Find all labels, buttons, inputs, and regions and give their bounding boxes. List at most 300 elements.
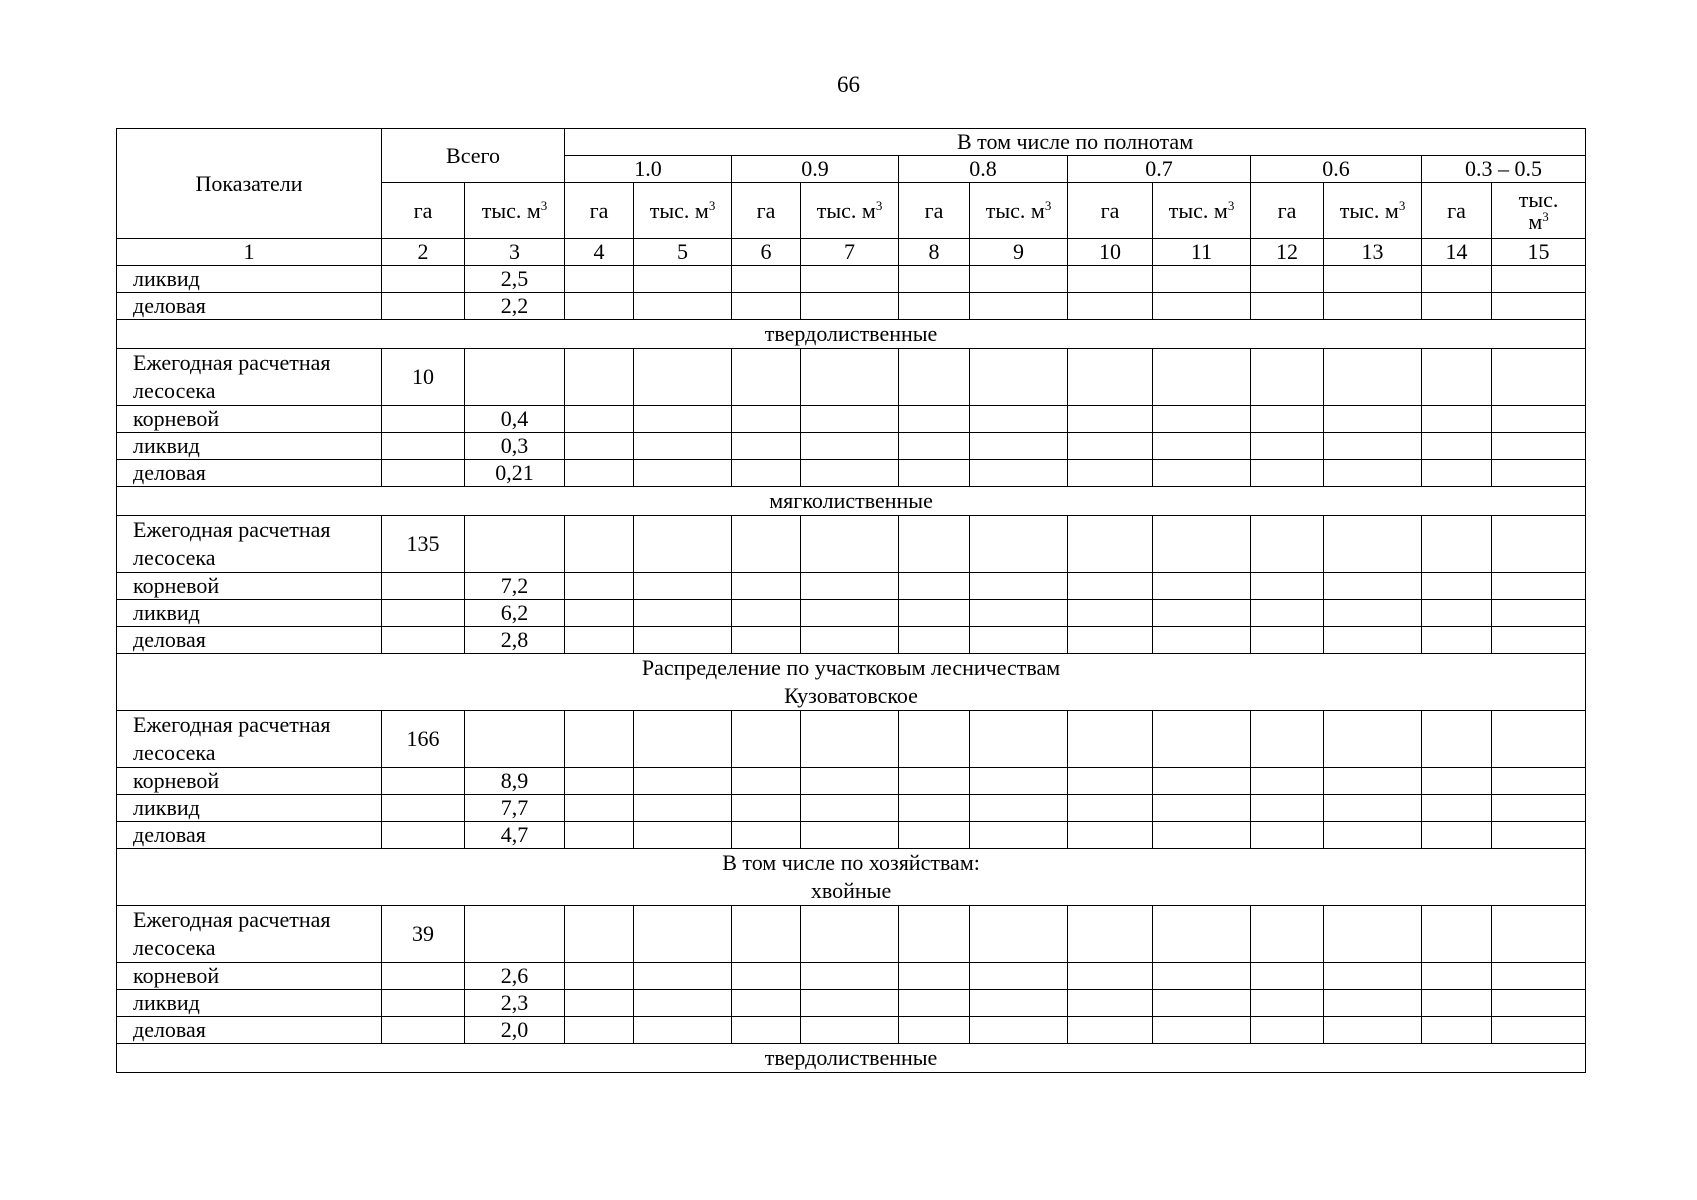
density-cell [970,573,1068,600]
total-ha [382,293,465,320]
total-ha [382,963,465,990]
density-cell [1422,795,1492,822]
density-cell [732,600,801,627]
density-cell [1422,990,1492,1017]
total-ha [382,266,465,293]
density-cell [801,990,899,1017]
density-cell [634,349,732,406]
density-cell [1492,711,1586,768]
density-cell [970,711,1068,768]
density-cell [1251,600,1324,627]
total-ha [382,460,465,487]
header-density: 0.3 – 0.5 [1422,156,1586,183]
density-cell [565,906,634,963]
density-cell [1492,906,1586,963]
density-cell [732,460,801,487]
unit-thousand-label: тыс. [1518,186,1559,212]
header-density: 0.8 [899,156,1068,183]
header-row-1 [117,129,1586,156]
density-cell [732,516,801,573]
density-cell [970,627,1068,654]
density-cell [1068,990,1153,1017]
density-cell [1492,433,1586,460]
density-cell [1153,795,1251,822]
density-cell [1324,822,1422,849]
unit-thousand-cubic-meter-label: тыс. м [1339,197,1399,223]
density-cell [899,516,970,573]
density-cell [801,795,899,822]
density-cell [970,266,1068,293]
density-cell [1251,1017,1324,1044]
header-unit-ha: га [1422,183,1492,239]
density-cell [1422,768,1492,795]
section-row [117,849,1586,906]
density-cell [1153,906,1251,963]
total-ha: 10 [382,349,465,406]
density-cell [1422,906,1492,963]
density-cell [1153,822,1251,849]
table-row [117,573,1586,600]
superscript-3: 3 [1044,197,1052,213]
density-cell [732,822,801,849]
density-cell [1251,711,1324,768]
header-unit-volume [1153,183,1251,239]
section-header-line: Кузоватовское [784,683,918,708]
density-cell [899,573,970,600]
table-row [117,349,1586,406]
total-ha [382,600,465,627]
density-cell [565,711,634,768]
density-cell [1068,795,1153,822]
section-header [117,654,1586,711]
density-cell [1251,906,1324,963]
density-cell [1324,293,1422,320]
total-ha [382,795,465,822]
density-cell [1492,822,1586,849]
header-unit-ha: га [565,183,634,239]
density-cell [1324,627,1422,654]
density-cell [801,711,899,768]
density-cell [732,768,801,795]
row-label: деловая [117,822,382,849]
header-unit-volume [1492,183,1586,239]
total-volume [465,516,565,573]
section-header: твердолиственные [117,320,1586,349]
density-cell [1251,406,1324,433]
density-cell [565,266,634,293]
section-header: твердолиственные [117,1044,1586,1073]
density-cell [1251,266,1324,293]
unit-thousand-cubic-meter-label: тыс. м [985,197,1045,223]
density-cell [732,1017,801,1044]
table-row [117,822,1586,849]
density-cell [899,433,970,460]
density-cell [899,990,970,1017]
density-cell [970,349,1068,406]
row-label: Ежегодная расчетная лесосека [117,349,382,406]
density-cell [1492,990,1586,1017]
table-row [117,768,1586,795]
density-cell [801,573,899,600]
header-unit-volume [634,183,732,239]
header-density: 1.0 [565,156,732,183]
density-cell [1251,627,1324,654]
unit-thousand-cubic-meter-label: тыс. м [816,197,876,223]
density-cell [565,516,634,573]
density-cell [1153,1017,1251,1044]
density-cell [1068,573,1153,600]
density-cell [801,627,899,654]
column-number: 10 [1068,239,1153,266]
density-cell [1068,822,1153,849]
density-cell [565,433,634,460]
density-cell [970,822,1068,849]
density-cell [565,573,634,600]
density-cell [1324,600,1422,627]
total-volume: 2,3 [465,990,565,1017]
density-cell [801,460,899,487]
density-cell [732,627,801,654]
density-cell [899,1017,970,1044]
total-ha [382,990,465,1017]
density-cell [1422,963,1492,990]
density-cell [801,600,899,627]
section-header [117,849,1586,906]
column-number: 7 [801,239,899,266]
density-cell [732,795,801,822]
density-cell [1492,600,1586,627]
table-row [117,795,1586,822]
density-cell [801,266,899,293]
density-cell [899,711,970,768]
superscript-3: 3 [540,197,548,213]
total-volume: 7,7 [465,795,565,822]
density-cell [1324,573,1422,600]
density-cell [1068,433,1153,460]
density-cell [1492,963,1586,990]
table-row [117,963,1586,990]
header-row-column-numbers [117,239,1586,266]
density-cell [565,293,634,320]
density-cell [565,1017,634,1044]
density-cell [1153,516,1251,573]
column-number: 2 [382,239,465,266]
total-volume [465,906,565,963]
density-cell [1251,990,1324,1017]
header-indicators: Показатели [117,129,382,239]
density-cell [634,573,732,600]
superscript-3: 3 [708,197,716,213]
column-number: 5 [634,239,732,266]
total-volume [465,711,565,768]
density-cell [801,822,899,849]
total-volume [465,349,565,406]
density-cell [1068,963,1153,990]
density-cell [1492,768,1586,795]
allowable-cut-table [116,128,1586,1073]
density-cell [1422,516,1492,573]
column-number: 13 [1324,239,1422,266]
table-row [117,990,1586,1017]
total-ha: 135 [382,516,465,573]
header-unit-ha: га [1068,183,1153,239]
density-cell [634,795,732,822]
density-cell [1153,627,1251,654]
density-cell [732,711,801,768]
section-row [117,654,1586,711]
density-cell [634,433,732,460]
section-header-line: хвойные [810,878,892,903]
density-cell [1492,516,1586,573]
section-row [117,487,1586,516]
density-cell [1324,795,1422,822]
density-cell [801,406,899,433]
density-cell [1324,406,1422,433]
density-cell [1324,990,1422,1017]
row-label: корневой [117,406,382,433]
density-cell [899,768,970,795]
row-label: ликвид [117,600,382,627]
superscript-3: 3 [875,197,883,213]
density-cell [1324,711,1422,768]
table-row [117,266,1586,293]
density-cell [970,990,1068,1017]
density-cell [565,627,634,654]
table-row [117,293,1586,320]
table-row [117,433,1586,460]
density-cell [899,600,970,627]
density-cell [1324,906,1422,963]
density-cell [1068,600,1153,627]
density-cell [970,963,1068,990]
density-cell [899,349,970,406]
density-cell [1422,573,1492,600]
density-cell [1068,349,1153,406]
density-cell [1153,573,1251,600]
density-cell [634,822,732,849]
header-total: Всего [382,129,565,183]
density-cell [1324,768,1422,795]
density-cell [1492,460,1586,487]
total-volume: 2,8 [465,627,565,654]
density-cell [732,349,801,406]
density-cell [1068,711,1153,768]
density-cell [1251,795,1324,822]
density-cell [1492,1017,1586,1044]
density-cell [1153,349,1251,406]
total-ha [382,822,465,849]
table-row [117,627,1586,654]
row-label: ликвид [117,266,382,293]
header-unit-volume [970,183,1068,239]
density-cell [1153,711,1251,768]
density-cell [565,406,634,433]
density-cell [801,516,899,573]
density-cell [970,406,1068,433]
density-cell [1324,963,1422,990]
density-cell [1068,293,1153,320]
density-cell [1251,573,1324,600]
section-header: мягколиственные [117,487,1586,516]
row-label: деловая [117,293,382,320]
density-cell [1068,906,1153,963]
density-cell [634,516,732,573]
density-cell [634,600,732,627]
row-label: Ежегодная расчетная лесосека [117,711,382,768]
table-row [117,600,1586,627]
density-cell [1068,627,1153,654]
density-cell [565,768,634,795]
total-volume: 7,2 [465,573,565,600]
density-cell [899,293,970,320]
row-label: ликвид [117,795,382,822]
density-cell [1324,516,1422,573]
column-number: 8 [899,239,970,266]
header-unit-volume [1324,183,1422,239]
table-row [117,516,1586,573]
density-cell [634,963,732,990]
density-cell [1422,711,1492,768]
row-label: деловая [117,460,382,487]
density-cell [634,1017,732,1044]
density-cell [1251,963,1324,990]
density-cell [634,990,732,1017]
total-ha: 39 [382,906,465,963]
density-cell [1068,516,1153,573]
density-cell [1153,266,1251,293]
density-cell [899,627,970,654]
unit-thousand-cubic-meter-label: тыс. м [481,197,541,223]
superscript-3: 3 [1542,208,1549,224]
total-volume: 0,21 [465,460,565,487]
density-cell [732,573,801,600]
density-cell [970,460,1068,487]
density-cell [1153,600,1251,627]
density-cell [1251,433,1324,460]
column-number: 15 [1492,239,1586,266]
density-cell [970,600,1068,627]
density-cell [801,963,899,990]
density-cell [899,906,970,963]
density-cell [1324,460,1422,487]
density-cell [634,266,732,293]
row-label: Ежегодная расчетная лесосека [117,516,382,573]
total-ha [382,433,465,460]
density-cell [801,1017,899,1044]
header-unit-volume [801,183,899,239]
column-number: 6 [732,239,801,266]
row-label: ликвид [117,433,382,460]
unit-thousand-cubic-meter-label: тыс. м [1168,197,1228,223]
total-volume: 6,2 [465,600,565,627]
density-cell [565,349,634,406]
total-volume: 2,0 [465,1017,565,1044]
header-density: 0.6 [1251,156,1422,183]
density-cell [1492,349,1586,406]
row-label: корневой [117,963,382,990]
density-cell [634,406,732,433]
total-ha: 166 [382,711,465,768]
header-unit-ha: га [732,183,801,239]
density-cell [1153,963,1251,990]
total-volume: 0,4 [465,406,565,433]
section-row [117,320,1586,349]
density-cell [634,768,732,795]
density-cell [732,433,801,460]
density-cell [565,600,634,627]
column-number: 12 [1251,239,1324,266]
superscript-3: 3 [1398,197,1406,213]
density-cell [970,433,1068,460]
density-cell [1492,406,1586,433]
density-cell [1068,1017,1153,1044]
table-row [117,1017,1586,1044]
density-cell [801,349,899,406]
density-cell [1324,433,1422,460]
density-cell [1153,293,1251,320]
density-cell [801,293,899,320]
density-cell [899,406,970,433]
density-cell [1492,627,1586,654]
density-cell [899,795,970,822]
density-cell [732,963,801,990]
table-row [117,406,1586,433]
density-cell [801,768,899,795]
column-number: 3 [465,239,565,266]
density-cell [732,266,801,293]
total-volume: 2,5 [465,266,565,293]
density-cell [1422,1017,1492,1044]
density-cell [1324,1017,1422,1044]
density-cell [1422,406,1492,433]
density-cell [1422,460,1492,487]
density-cell [634,711,732,768]
density-cell [1068,406,1153,433]
density-cell [970,906,1068,963]
density-cell [1251,516,1324,573]
density-cell [899,963,970,990]
density-cell [970,293,1068,320]
density-cell [1492,266,1586,293]
superscript-3: 3 [1227,197,1235,213]
density-cell [801,906,899,963]
section-row [117,1044,1586,1073]
density-cell [1068,266,1153,293]
total-ha [382,573,465,600]
total-volume: 4,7 [465,822,565,849]
total-ha [382,406,465,433]
density-cell [1422,600,1492,627]
density-cell [899,822,970,849]
row-label: деловая [117,1017,382,1044]
unit-thousand-cubic-meter-label: тыс. м [649,197,709,223]
density-cell [801,433,899,460]
header-density: 0.7 [1068,156,1251,183]
density-cell [970,516,1068,573]
total-volume: 8,9 [465,768,565,795]
density-cell [970,795,1068,822]
density-cell [565,963,634,990]
row-label: корневой [117,768,382,795]
density-cell [1422,266,1492,293]
total-volume: 0,3 [465,433,565,460]
row-label: Ежегодная расчетная лесосека [117,906,382,963]
density-cell [634,627,732,654]
density-cell [1251,293,1324,320]
row-label: корневой [117,573,382,600]
density-cell [634,293,732,320]
total-volume: 2,2 [465,293,565,320]
